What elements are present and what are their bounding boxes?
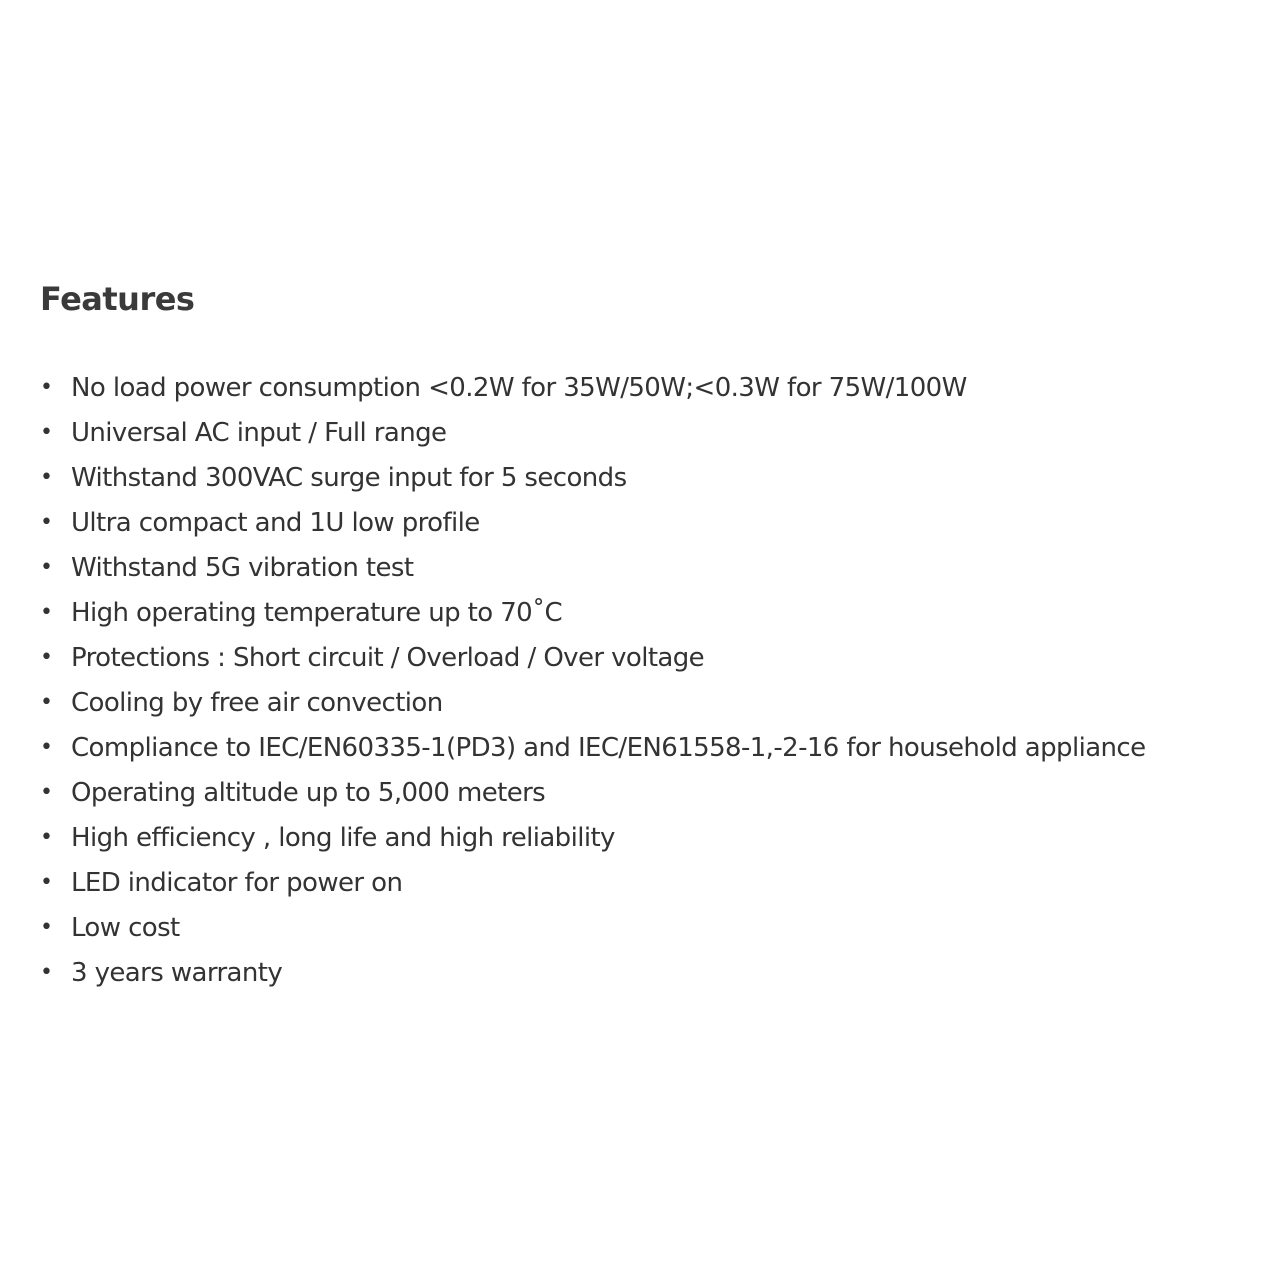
- feature-text: Cooling by free air convection: [71, 688, 443, 718]
- bullet-icon: •: [40, 735, 53, 760]
- feature-text: LED indicator for power on: [71, 868, 403, 898]
- feature-list-item: [40, 913, 1260, 958]
- feature-list-item: [40, 373, 1260, 418]
- bullet-icon: •: [40, 780, 53, 805]
- bullet-icon: •: [40, 915, 53, 940]
- feature-list-item: [40, 823, 1260, 868]
- bullet-icon: •: [40, 420, 53, 445]
- bullet-icon: •: [40, 375, 53, 400]
- features-heading: Features: [40, 280, 195, 318]
- feature-list-item: [40, 778, 1260, 823]
- feature-list-item: [40, 418, 1260, 463]
- feature-list-item: [40, 598, 1260, 643]
- feature-list-item: [40, 688, 1260, 733]
- feature-list-item: [40, 643, 1260, 688]
- bullet-icon: •: [40, 465, 53, 490]
- feature-list-item: [40, 553, 1260, 598]
- bullet-icon: •: [40, 825, 53, 850]
- feature-list-item: [40, 733, 1260, 778]
- feature-text: No load power consumption <0.2W for 35W/50W;<0.3W for 75W/100W: [71, 373, 967, 403]
- feature-text: Protections : Short circuit / Overload / Over voltage: [71, 643, 705, 673]
- bullet-icon: •: [40, 870, 53, 895]
- feature-text: Withstand 5G vibration test: [71, 553, 414, 583]
- features-list: [40, 373, 1260, 1003]
- bullet-icon: •: [40, 645, 53, 670]
- feature-text: Universal AC input / Full range: [71, 418, 447, 448]
- feature-list-item: [40, 958, 1260, 1003]
- bullet-icon: •: [40, 555, 53, 580]
- feature-list-item: [40, 508, 1260, 553]
- bullet-icon: •: [40, 960, 53, 985]
- feature-text: Compliance to IEC/EN60335-1(PD3) and IEC/EN61558-1,-2-16 for household appliance: [71, 733, 1146, 763]
- feature-text: High operating temperature up to 70˚C: [71, 598, 563, 628]
- bullet-icon: •: [40, 690, 53, 715]
- bullet-icon: •: [40, 600, 53, 625]
- feature-list-item: [40, 868, 1260, 913]
- feature-text: Ultra compact and 1U low profile: [71, 508, 480, 538]
- feature-list-item: [40, 463, 1260, 508]
- feature-text: High efficiency , long life and high reliability: [71, 823, 615, 853]
- feature-text: 3 years warranty: [71, 958, 283, 988]
- feature-text: Operating altitude up to 5,000 meters: [71, 778, 546, 808]
- bullet-icon: •: [40, 510, 53, 535]
- features-section: [40, 277, 1260, 1003]
- feature-text: Low cost: [71, 913, 180, 943]
- feature-text: Withstand 300VAC surge input for 5 seconds: [71, 463, 627, 493]
